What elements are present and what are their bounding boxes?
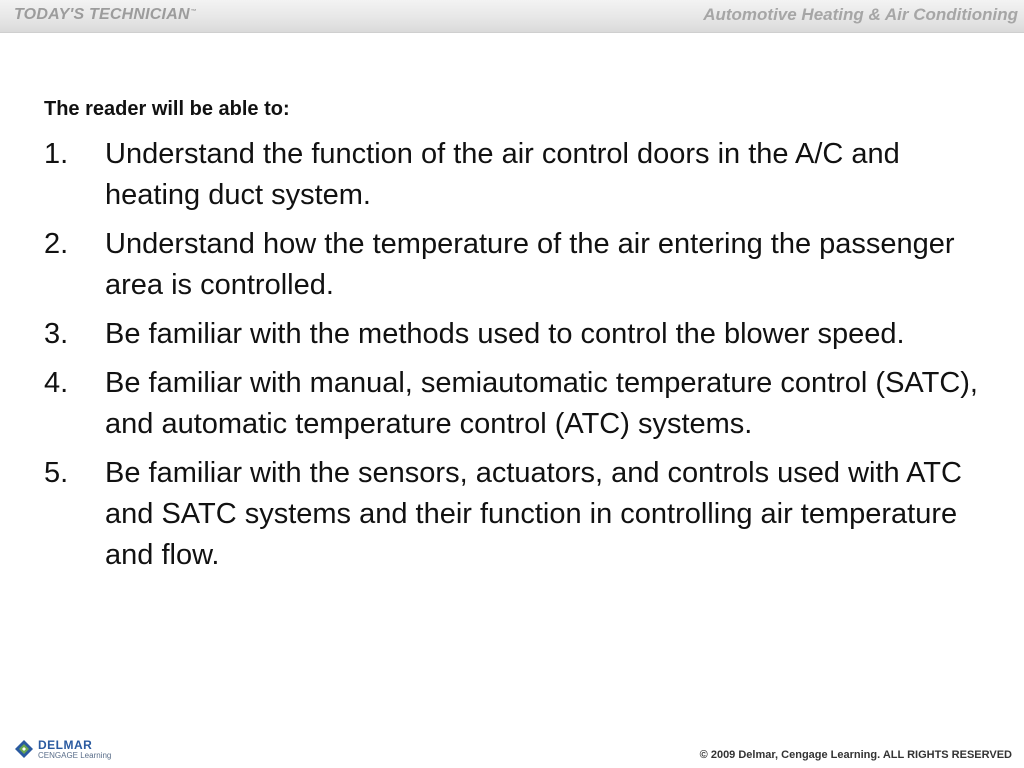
- objective-text: Understand how the temperature of the air entering the passenger area is controlled.: [105, 228, 955, 301]
- header-bar: [0, 0, 1024, 33]
- objective-number: 4.: [44, 367, 69, 399]
- objective-item-2: [44, 224, 994, 306]
- book-title: Automotive Heating & Air Conditioning: [703, 5, 1018, 24]
- trademark-mark: ™: [190, 8, 197, 15]
- objective-item-5: [44, 453, 994, 576]
- objectives-list: [44, 134, 994, 576]
- objective-item-3: [44, 314, 994, 355]
- objective-item-4: [44, 363, 994, 445]
- copyright-notice: © 2009 Delmar, Cengage Learning. ALL RIGHTS RESERVED: [699, 749, 1012, 761]
- delmar-logo-icon: [14, 739, 34, 759]
- objective-number: 3.: [44, 318, 69, 350]
- objective-text: Be familiar with the sensors, actuators, and controls used with ATC and SATC systems and their function in controlling air temperature and flow.: [105, 457, 962, 571]
- logo-text: [38, 739, 111, 760]
- objective-text: Be familiar with the methods used to control the blower speed.: [105, 318, 905, 350]
- objective-number: 5.: [44, 457, 69, 489]
- intro-heading: The reader will be able to:: [44, 98, 290, 120]
- series-brand: [14, 6, 197, 24]
- slide-content: [44, 93, 994, 584]
- logo-sub-text: CENGAGE Learning: [38, 750, 112, 760]
- objective-item-1: [44, 134, 994, 216]
- publisher-logo: [14, 735, 111, 763]
- objective-number: 1.: [44, 138, 69, 170]
- objective-text: Be familiar with manual, semiautomatic temperature control (SATC), and automatic temperature control (ATC) systems.: [105, 367, 978, 440]
- objective-number: 2.: [44, 228, 69, 260]
- series-brand-text: TODAY'S TECHNICIAN: [14, 6, 190, 23]
- objective-text: Understand the function of the air control doors in the A/C and heating duct system.: [105, 138, 900, 211]
- logo-main-text: DELMAR: [38, 737, 93, 752]
